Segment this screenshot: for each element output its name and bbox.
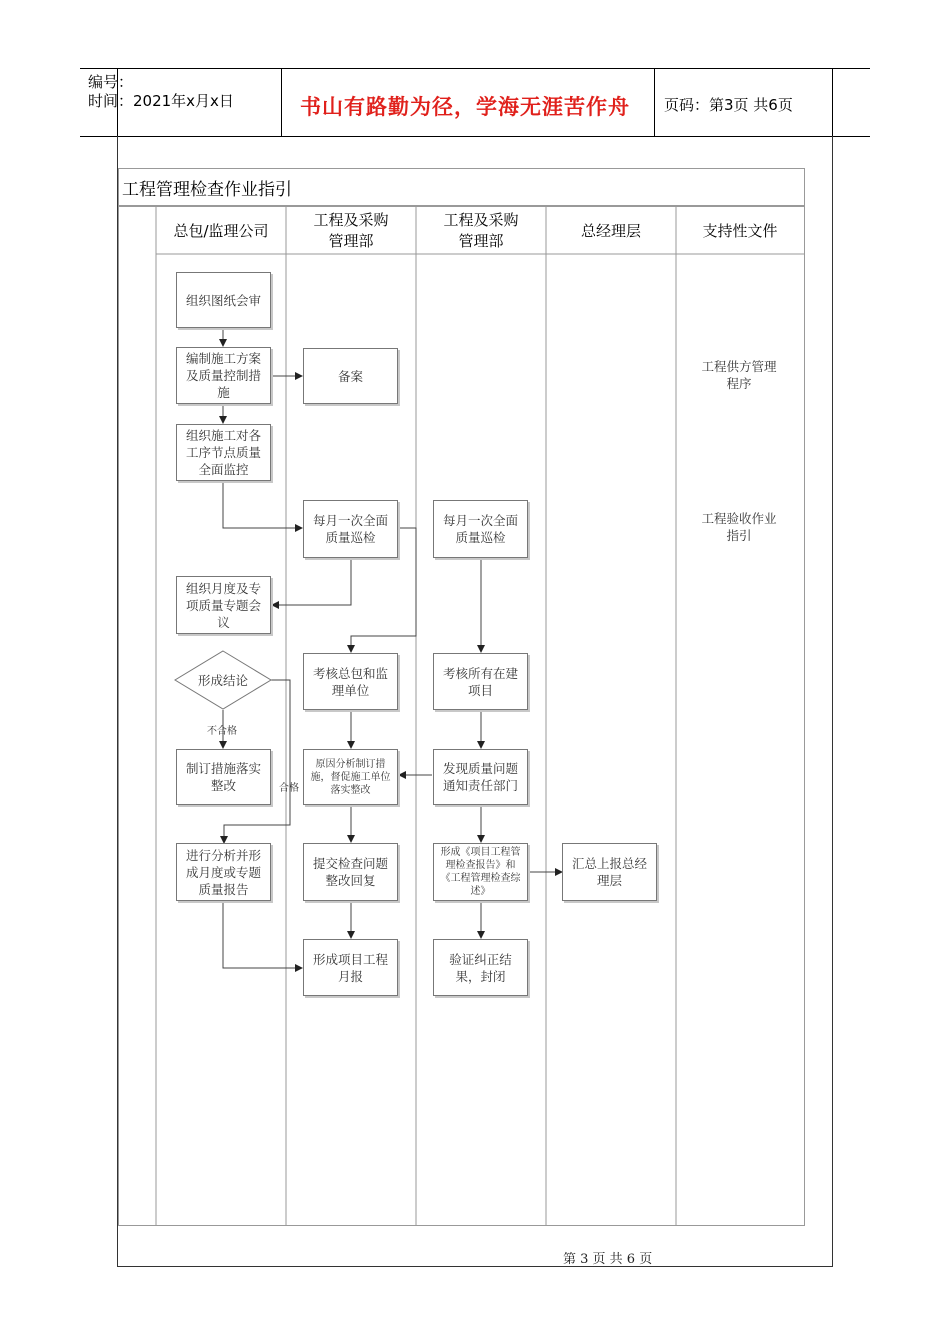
step-process-monitoring: 组织施工对各 工序节点质量 全面监控	[176, 424, 271, 481]
step-monthly-inspection-1: 每月一次全面 质量巡检	[303, 500, 398, 558]
step-report-to-gm: 汇总上报总经 理层	[562, 843, 657, 901]
step-notify-department: 发现质量问题 通知责任部门	[433, 749, 528, 805]
step-assess-contractor: 考核总包和监 理单位	[303, 653, 398, 710]
step-monthly-project-report: 形成项目工程 月报	[303, 939, 398, 996]
time-label: 时间：2021年x月x日	[88, 92, 234, 110]
support-doc-supplier: 工程供方管理 程序	[701, 359, 777, 391]
label-pass: 合格	[279, 783, 299, 794]
decision-conclusion: 形成结论	[197, 673, 248, 688]
step-assess-projects: 考核所有在建 项目	[433, 653, 528, 710]
step-construction-plan: 编制施工方案 及质量控制措 施	[176, 347, 271, 404]
step-drawing-review: 组织图纸会审	[176, 272, 271, 328]
motto: 书山有路勤为径，学海无涯苦作舟	[300, 94, 630, 119]
step-rectification-reply: 提交检查问题 整改回复	[303, 843, 398, 901]
step-rectification: 制订措施落实 整改	[176, 749, 271, 805]
step-monthly-inspection-2: 每月一次全面 质量巡检	[433, 500, 528, 558]
step-inspection-report: 形成《项目工程管 理检查报告》和 《工程管理检查综 述》	[433, 843, 528, 901]
footer-page-number: 第 3 页 共 6 页	[563, 1252, 653, 1267]
step-cause-analysis: 原因分析制订措 施，督促施工单位 落实整改	[303, 749, 398, 805]
support-doc-acceptance: 工程验收作业 指引	[701, 511, 777, 543]
code-label: 编号：	[88, 73, 134, 91]
lane-header-general-manager: 总经理层	[580, 221, 641, 240]
step-quality-report: 进行分析并形 成月度或专题 质量报告	[176, 843, 271, 901]
lane-header-engineering-2: 工程及采购 管理部	[443, 211, 519, 250]
step-quality-meeting: 组织月度及专 项质量专题会 议	[176, 576, 271, 634]
lane-header-contractor: 总包/监理公司	[173, 221, 269, 240]
lane-header-support-docs: 支持性文件	[702, 221, 778, 240]
label-fail: 不合格	[207, 726, 237, 737]
step-filing: 备案	[303, 348, 398, 404]
document-title: 工程管理检查作业指引	[122, 180, 292, 200]
page-info: 页码：第3页 共6页	[664, 96, 793, 114]
step-verify-close: 验证纠正结 果，封闭	[433, 939, 528, 996]
lane-header-engineering-1: 工程及采购 管理部	[313, 211, 389, 250]
